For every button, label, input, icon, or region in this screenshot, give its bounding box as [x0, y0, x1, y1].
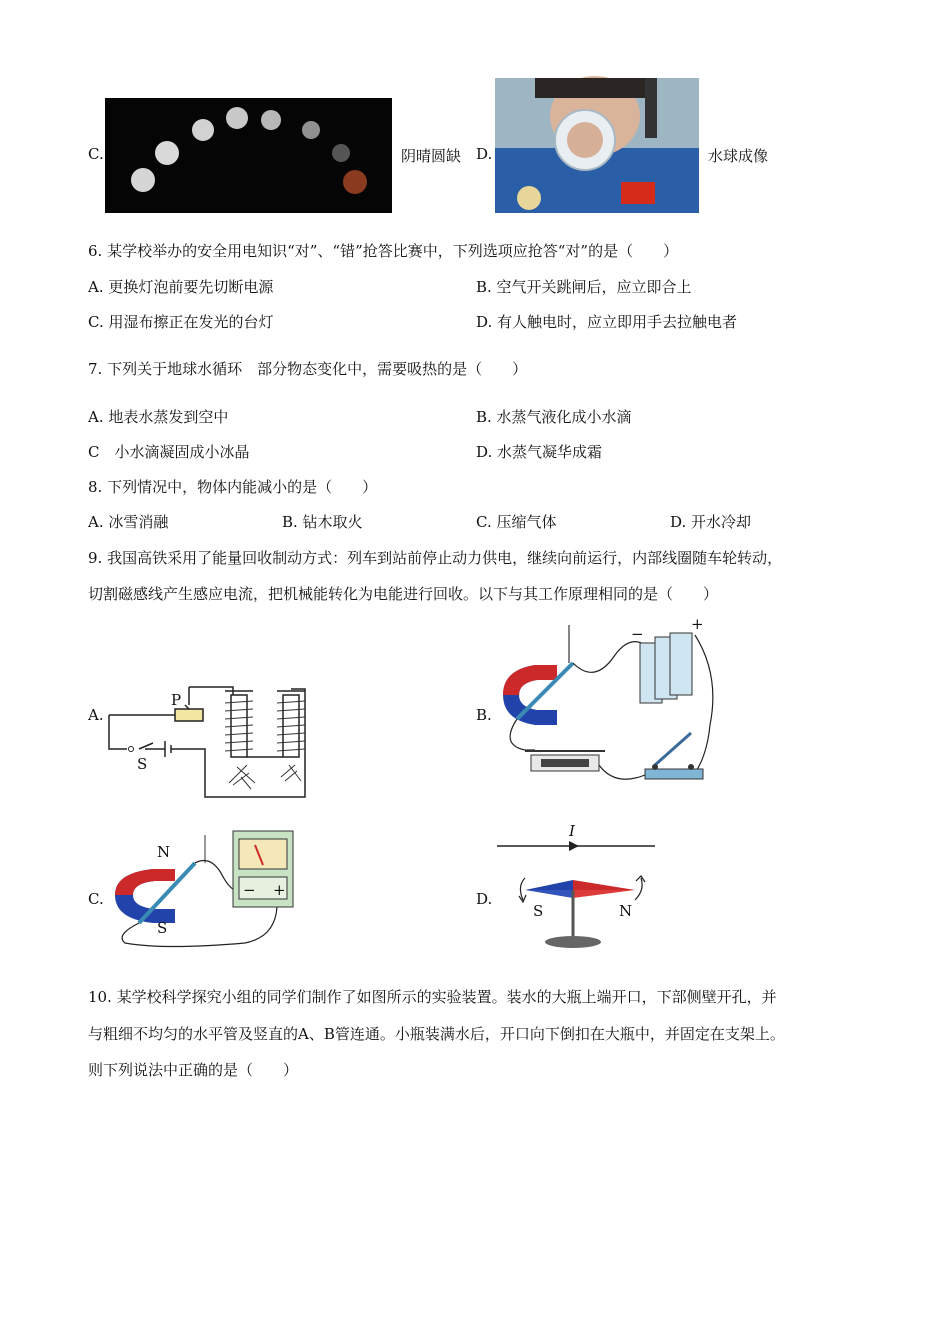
- q9-option-b-label[interactable]: B.: [476, 706, 492, 724]
- fig-c-meter-plus-label: +: [273, 881, 286, 899]
- fig-d-current-label: I: [569, 822, 575, 840]
- q9-option-c-label[interactable]: C.: [88, 890, 104, 908]
- wire-compass-figure: [495, 820, 665, 955]
- fig-d-n-label: N: [619, 902, 633, 920]
- q6-option-d[interactable]: D. 有人触电时，应立即用手去拉触电者: [476, 313, 738, 331]
- q9-option-a-label[interactable]: A.: [88, 706, 104, 724]
- q7-option-d[interactable]: D. 水蒸气凝华成霜: [476, 443, 603, 461]
- fig-c-s-label: S: [157, 919, 168, 937]
- q7-option-b[interactable]: B. 水蒸气液化成小水滴: [476, 408, 632, 426]
- q5-option-d-caption: 水球成像: [708, 147, 769, 165]
- fig-a-s-label: S: [137, 755, 148, 773]
- fig-a-p-label: P: [171, 691, 182, 709]
- q7-stem: 7. 下列关于地球水循环 部分物态变化中，需要吸热的是（ ）: [88, 360, 528, 378]
- magnet-galvanometer-figure: [105, 825, 305, 955]
- q8-option-d[interactable]: D. 开水冷却: [670, 513, 752, 531]
- battery-magnet-circuit-figure: [495, 615, 725, 800]
- q7-option-a[interactable]: A. 地表水蒸发到空中: [88, 408, 229, 426]
- q9-stem-line1: 9. 我国高铁采用了能量回收制动方式：列车到站前停止动力供电，继续向前运行，内部线圈随车轮转动，: [88, 549, 783, 567]
- q5-option-c-caption: 阴晴圆缺: [401, 147, 462, 165]
- q6-option-c[interactable]: C. 用湿布擦正在发光的台灯: [88, 313, 274, 331]
- q9-option-d-label[interactable]: D.: [476, 890, 493, 908]
- q8-option-a[interactable]: A. 冰雪消融: [88, 513, 169, 531]
- q10-stem-line3: 则下列说法中正确的是（ ）: [88, 1061, 299, 1079]
- fig-c-n-label: N: [157, 843, 171, 861]
- q6-stem: 6. 某学校举办的安全用电知识“对”、“错”抢答比赛中，下列选项应抢答“对”的是（ ）: [88, 242, 679, 260]
- q5-option-c-label: C.: [88, 145, 104, 163]
- fig-b-plus-label: +: [691, 615, 704, 633]
- fig-c-meter-minus-label: −: [243, 881, 256, 899]
- q9-stem-line2: 切割磁感线产生感应电流，把机械能转化为电能进行回收。以下与其工作原理相同的是（ ）: [88, 585, 719, 603]
- q5-option-d-label: D.: [476, 145, 493, 163]
- q7-option-c[interactable]: C 小水滴凝固成小冰晶: [88, 443, 250, 461]
- q6-option-a[interactable]: A. 更换灯泡前要先切断电源: [88, 278, 274, 296]
- water-ball-photo: [495, 78, 699, 213]
- electromagnet-circuit-figure: [105, 665, 315, 805]
- q8-option-c[interactable]: C. 压缩气体: [476, 513, 557, 531]
- fig-d-s-label: S: [533, 902, 544, 920]
- q10-stem-line1: 10. 某学校科学探究小组的同学们制作了如图所示的实验装置。装水的大瓶上端开口，下部侧壁开孔，并: [88, 988, 777, 1006]
- q8-stem: 8. 下列情况中，物体内能减小的是（ ）: [88, 478, 378, 496]
- q6-option-b[interactable]: B. 空气开关跳闸后，应立即合上: [476, 278, 692, 296]
- moon-phases-photo: [105, 98, 392, 213]
- q10-stem-line2: 与粗细不均匀的水平管及竖直的A、B管连通。小瓶装满水后，开口向下倒扣在大瓶中，并固定在支架上。: [88, 1025, 785, 1043]
- q8-option-b[interactable]: B. 钻木取火: [282, 513, 363, 531]
- fig-b-minus-label: −: [631, 625, 644, 643]
